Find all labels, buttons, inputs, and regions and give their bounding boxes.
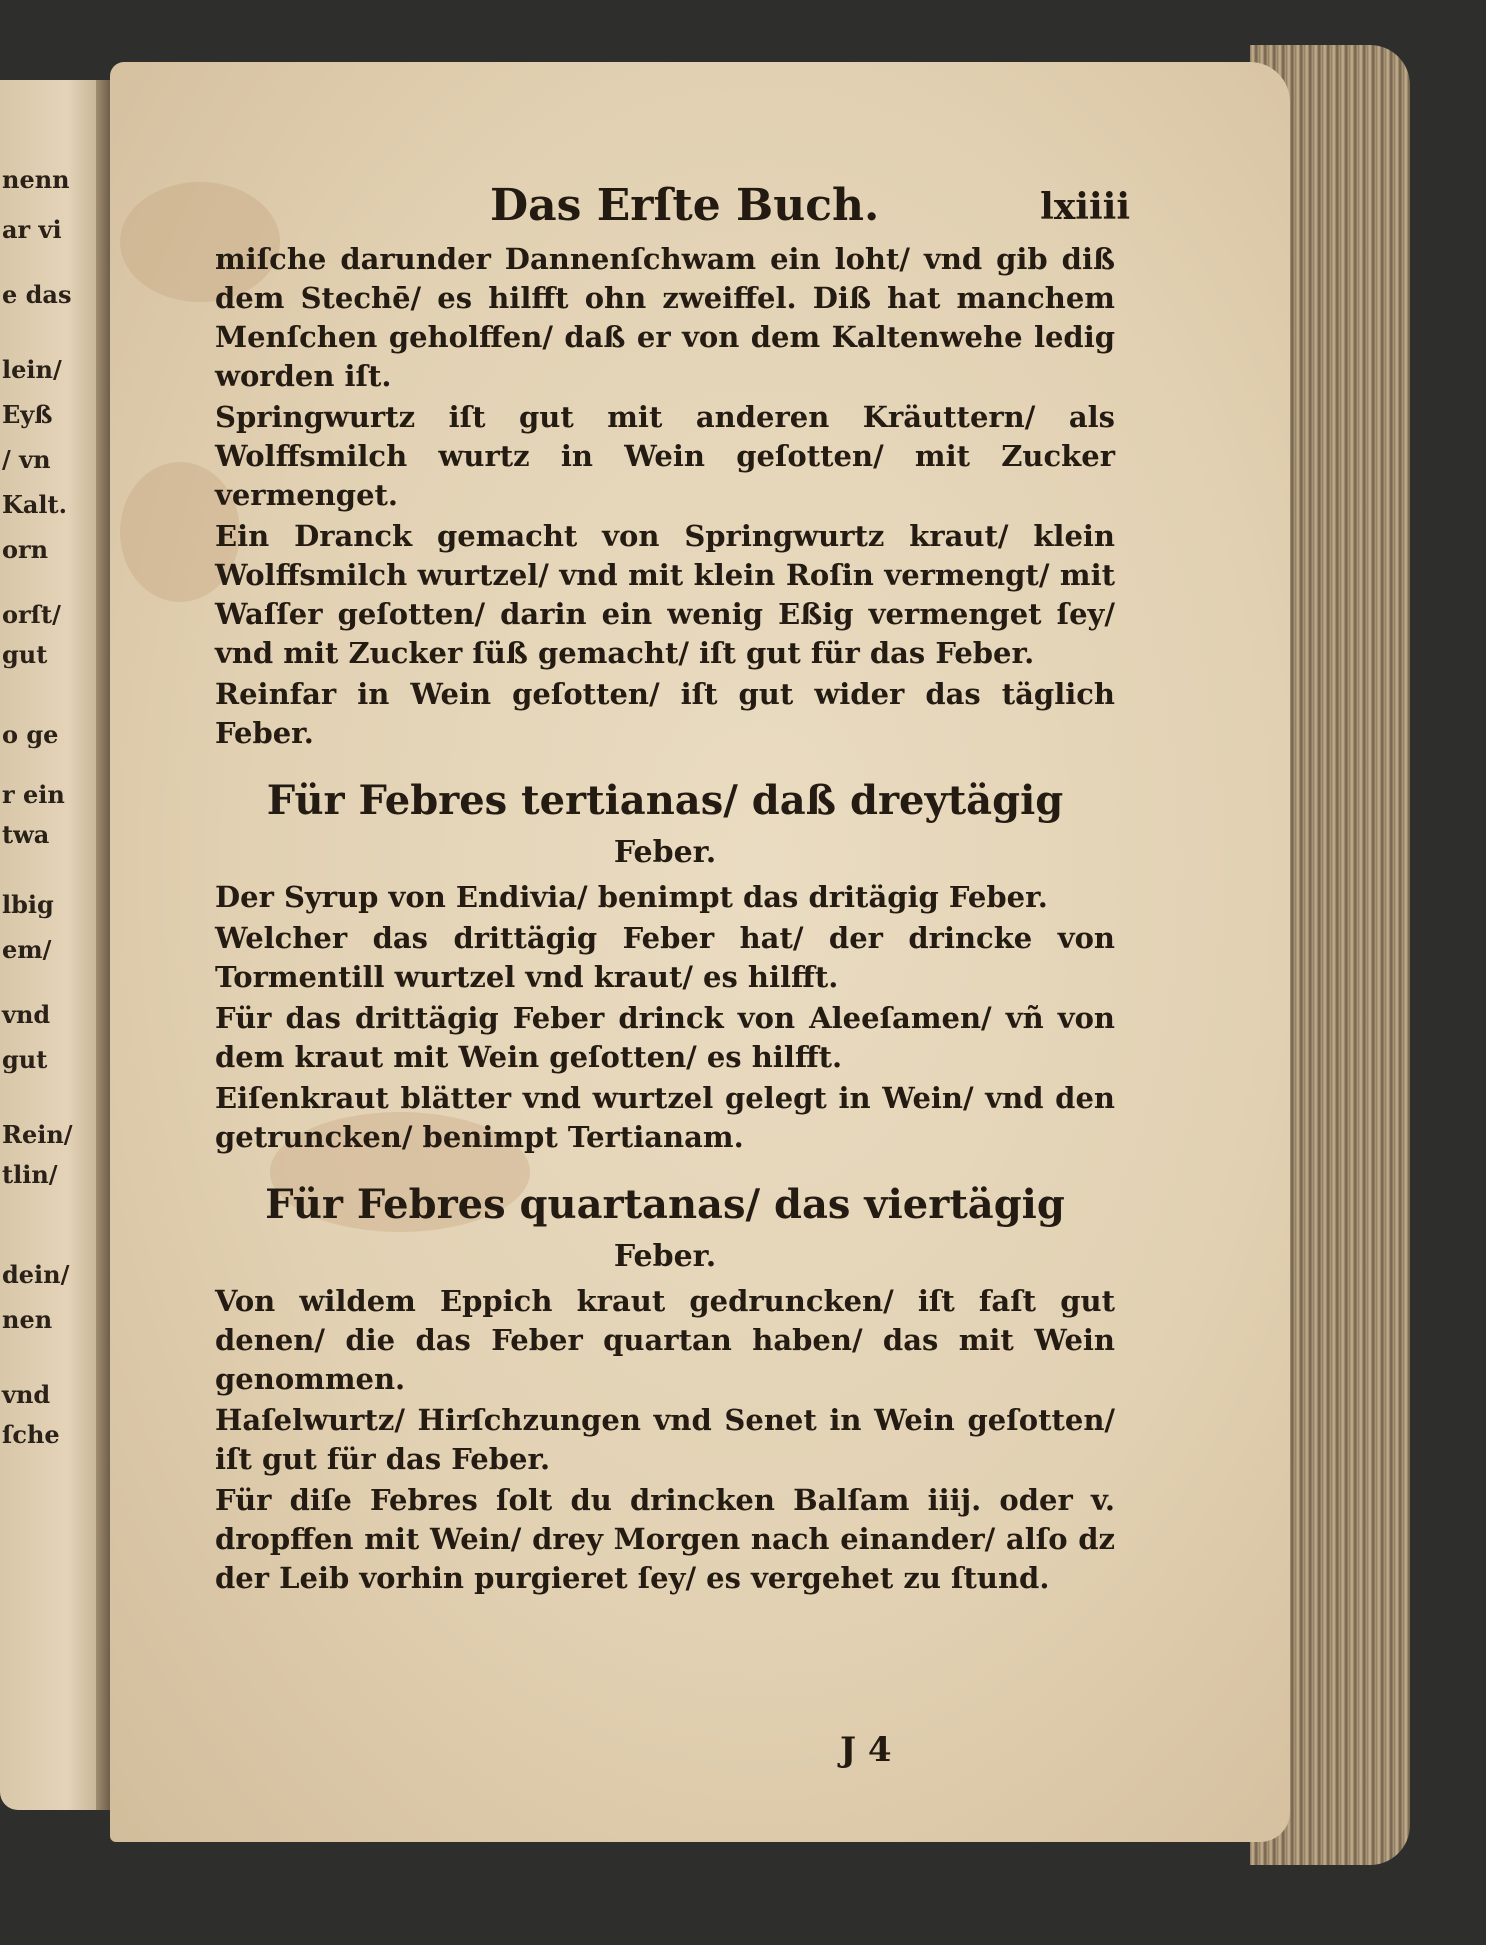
left-page-fragment: orſt/	[2, 600, 61, 629]
paragraph: Für das drittägig Feber drinck von Aleeſamen/ vñ von dem kraut mit Wein geſotten/ es hilfft.	[215, 1001, 1115, 1074]
left-page-fragment: lein/	[2, 355, 62, 384]
page-number: lxiiii	[1040, 186, 1130, 228]
left-page-fragment: nen	[2, 1305, 53, 1334]
paragraph: Ein Dranck gemacht von Springwurtz kraut/ klein Wolffsmilch wurtzel/ vnd mit klein Roſin vermengt/ mit Waſſer geſotten/ darin ein wenig Eßig vermenget ſey/ vnd mit Zucker ſüß gemacht/ iſt gut für das Feber.	[215, 519, 1115, 670]
left-page-fragment: Rein/	[2, 1120, 73, 1149]
paragraph: Springwurtz iſt gut mit anderen Kräuttern/ als Wolffsmilch wurtz in Wein geſotten/ mit Zucker vermenget.	[215, 400, 1115, 512]
left-page-fragment: dein/	[2, 1260, 70, 1289]
left-page-fragment: / vn	[2, 445, 51, 474]
left-page-fragment: ar vi	[2, 215, 62, 244]
left-page-fragment: e das	[2, 280, 72, 309]
paragraph: Eiſenkraut blätter vnd wurtzel gelegt in Wein/ vnd den getruncken/ benimpt Tertianam.	[215, 1081, 1115, 1154]
left-page-fragment: nenn	[2, 165, 70, 194]
left-page-fragment: twa	[2, 820, 50, 849]
paragraph: Von wildem Eppich kraut gedruncken/ iſt faſt gut denen/ die das Feber quartan haben/ das mit Wein genommen.	[215, 1284, 1115, 1396]
left-page-fragment: gut	[2, 640, 48, 669]
left-page-fragment: o ge	[2, 720, 59, 749]
left-page-fragment: vnd	[2, 1000, 51, 1029]
paragraph: Für diſe Febres ſolt du drincken Balſam iiij. oder v. dropffen mit Wein/ drey Morgen nach einander/ alſo dz der Leib vorhin purgieret ſey/ es vergehet zu ſtund.	[215, 1483, 1115, 1595]
paragraph: miſche darunder Dannenſchwam ein loht/ vnd gib diß dem Stechē/ es hilfft ohn zweiffel. Diß hat manchem Menſchen geholffen/ daß er von dem Kaltenwehe ledig worden iſt.	[215, 242, 1115, 393]
signature-mark: J 4	[840, 1730, 892, 1770]
left-page-fragment: Eyß	[2, 400, 53, 429]
left-page-fragment: vnd	[2, 1380, 51, 1409]
section-subheading: Feber.	[613, 835, 717, 870]
paragraph: Reinfar in Wein geſotten/ iſt gut wider das täglich Feber.	[215, 677, 1115, 750]
paragraph: Welcher das drittägig Feber hat/ der drincke von Tormentill wurtzel vnd kraut/ es hilfft.	[215, 921, 1115, 994]
left-page-fragment: tlin/	[2, 1160, 58, 1189]
section-heading: Für Febres tertianas/ daß dreytägig	[266, 777, 1064, 824]
paragraph: Haſelwurtz/ Hirſchzungen vnd Senet in Wein geſotten/ iſt gut für das Feber.	[215, 1403, 1115, 1476]
left-page-fragment: ſche	[2, 1420, 60, 1449]
paragraph: Der Syrup von Endivia/ benimpt das dritägig Feber.	[215, 880, 1048, 914]
left-page-fragment: em/	[2, 935, 52, 964]
left-page-fragment: r ein	[2, 780, 65, 809]
left-page-fragment: gut	[2, 1045, 48, 1074]
left-page-fragment: lbig	[2, 890, 54, 919]
section-subheading: Feber.	[613, 1239, 717, 1274]
left-page-fragment: Kalt.	[2, 490, 67, 519]
main-text	[215, 240, 1115, 1600]
left-page-fragment: orn	[2, 535, 49, 564]
section-heading: Für Febres quartanas/ das viertägig	[265, 1181, 1065, 1228]
header-title: Das Erſte Buch.	[490, 180, 880, 231]
